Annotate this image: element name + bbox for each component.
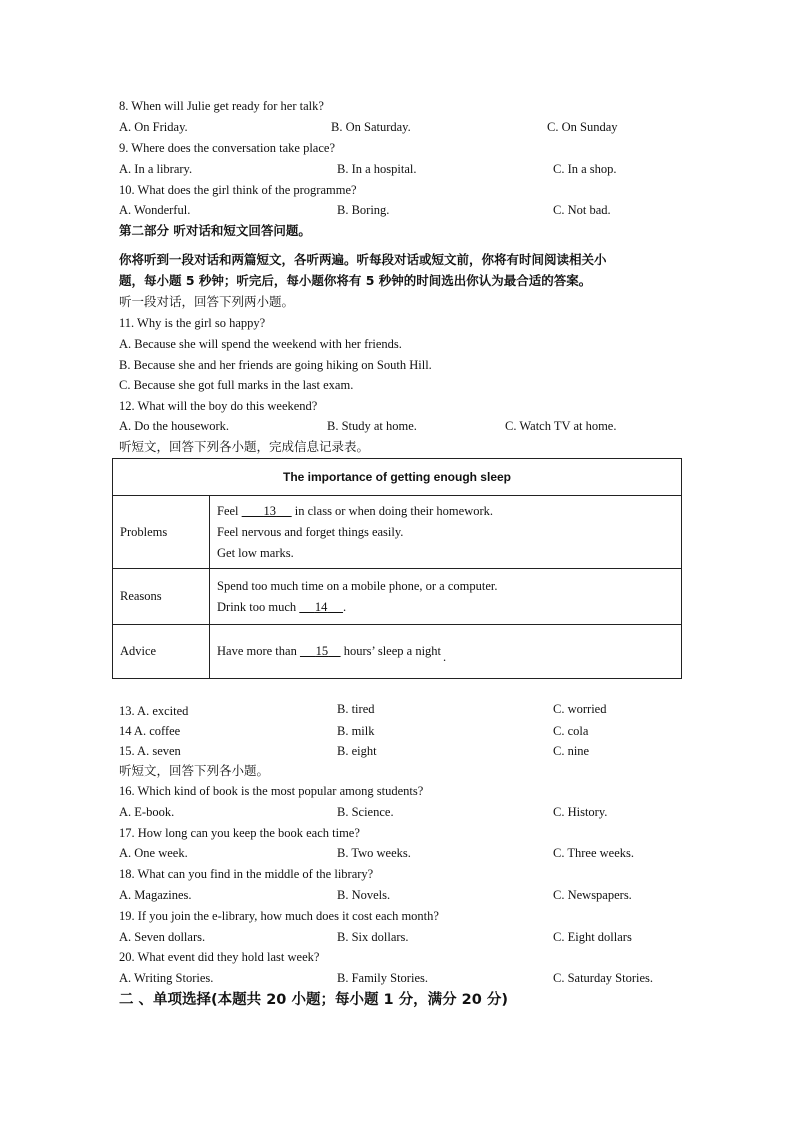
q20-option-a: A. Writing Stories. (119, 971, 214, 985)
dialog-intro: 听一段对话，回答下列两小题。 (119, 294, 295, 309)
section-2-heading: 二 、单项选择(本题共 20 小题；每小题 1 分，满分 20 分) (119, 992, 509, 1008)
blank-14 (299, 600, 343, 614)
advice-line-1-rest: hours’ sleep a night (340, 644, 442, 658)
reasons-content (210, 569, 682, 625)
problems-line-1-rest: in class or when doing their homework. (291, 503, 494, 518)
problems-line-1 (217, 501, 674, 522)
blank-15-number: 15 (315, 644, 329, 658)
q12-option-b: B. Study at home. (327, 419, 417, 433)
q11-option-c: C. Because she got full marks in the last exam. (119, 378, 354, 392)
advice-content (210, 625, 682, 679)
q20-option-b: B. Family Stories. (337, 971, 428, 985)
q16-option-b: B. Science. (337, 805, 394, 819)
q18-option-a: A. Magazines. (119, 888, 192, 902)
q8-option-b: B. On Saturday. (331, 120, 411, 134)
reasons-label: Reasons (113, 569, 210, 625)
q10-option-b: B. Boring. (337, 203, 390, 217)
q16-option-a: A. E-book. (119, 805, 175, 819)
reasons-line-2 (217, 597, 674, 618)
passage2-intro: 听短文，回答下列各小题。 (119, 763, 270, 778)
problems-label: Problems (113, 496, 210, 569)
q14-option-b: B. milk (337, 724, 375, 738)
advice-label: Advice (113, 625, 210, 679)
q18-option-c: C. Newspapers. (553, 888, 632, 902)
q9-option-c: C. In a shop. (553, 162, 617, 176)
part2-heading: 第二部分 听对话和短文回答问题。 (119, 223, 311, 238)
part2-instruction-line2: 题，每小题 5 秒钟；听完后，每小题你将有 5 秒钟的时间选出你认为最合适的答案。 (119, 273, 592, 288)
question-19: 19. If you join the e-library, how much does it cost each month? (119, 909, 439, 923)
q14-option-c: C. cola (553, 724, 589, 738)
q17-option-c: C. Three weeks. (553, 846, 634, 860)
q10-option-c: C. Not bad. (553, 203, 611, 217)
q19-option-b: B. Six dollars. (337, 930, 409, 944)
q11-option-b: B. Because she and her friends are going hiking on South Hill. (119, 358, 432, 372)
blank-15 (300, 644, 341, 658)
passage1-intro: 听短文，回答下列各小题，完成信息记录表。 (119, 439, 370, 454)
table-row-advice (113, 625, 682, 679)
q8-option-c: C. On Sunday (547, 120, 618, 134)
q18-option-b: B. Novels. (337, 888, 391, 902)
q16-option-c: C. History. (553, 805, 608, 819)
question-17: 17. How long can you keep the book each time? (119, 826, 360, 840)
part2-instruction-line1: 你将听到一段对话和两篇短文，各听两遍。听每段对话或短文前，你将有时间阅读相关小 (119, 252, 607, 267)
q12-option-c: C. Watch TV at home. (505, 419, 617, 433)
q17-option-a: A. One week. (119, 846, 188, 860)
advice-line-1 (217, 641, 674, 662)
q20-option-c: C. Saturday Stories. (553, 971, 653, 985)
question-20: 20. What event did they hold last week? (119, 950, 320, 964)
question-10: 10. What does the girl think of the programme? (119, 183, 357, 197)
reasons-line-2-end: . (343, 599, 347, 614)
q15-option-b: B. eight (337, 744, 377, 758)
q17-option-b: B. Two weeks. (337, 846, 411, 860)
blank-13-number: 13 (263, 503, 277, 518)
blank-14-number: 14 (314, 599, 328, 614)
blank-13 (242, 504, 292, 518)
q19-option-a: A. Seven dollars. (119, 930, 206, 944)
q11-option-a: A. Because she will spend the weekend with her friends. (119, 337, 402, 351)
q12-option-a: A. Do the housework. (119, 419, 230, 433)
reasons-line-1: Spend too much time on a mobile phone, or a computer. (217, 578, 498, 593)
q8-option-a: A. On Friday. (119, 120, 188, 134)
question-11: 11. Why is the girl so happy? (119, 316, 266, 330)
question-12: 12. What will the boy do this weekend? (119, 399, 318, 413)
question-13: 13. A. excited (119, 704, 189, 718)
problems-line-2: Feel nervous and forget things easily. (217, 524, 404, 539)
advice-line-1-text: Have more than (217, 644, 300, 658)
problems-line-3: Get low marks. (217, 545, 294, 560)
table-title-row (113, 459, 682, 496)
q10-option-a: A. Wonderful. (119, 203, 191, 217)
question-16: 16. Which kind of book is the most popular among students? (119, 784, 424, 798)
question-15: 15. A. seven (119, 744, 181, 758)
question-18: 18. What can you find in the middle of the library? (119, 867, 374, 881)
q9-option-a: A. In a library. (119, 162, 193, 176)
problems-line-1-text: Feel (217, 503, 242, 518)
problems-content (210, 496, 682, 569)
info-record-table (112, 458, 682, 679)
table-row-problems (113, 496, 682, 569)
question-8: 8. When will Julie get ready for her talk? (119, 99, 324, 113)
advice-stray-mark: . (443, 650, 447, 664)
table-row-reasons (113, 569, 682, 625)
reasons-line-2-text: Drink too much (217, 599, 300, 614)
q13-option-b: B. tired (337, 702, 375, 716)
q9-option-b: B. In a hospital. (337, 162, 417, 176)
table-title: The importance of getting enough sleep (113, 459, 682, 496)
q19-option-c: C. Eight dollars (553, 930, 632, 944)
q15-option-c: C. nine (553, 744, 590, 758)
question-14: 14 A. coffee (119, 724, 181, 738)
question-9: 9. Where does the conversation take place? (119, 141, 335, 155)
q13-option-c: C. worried (553, 702, 607, 716)
